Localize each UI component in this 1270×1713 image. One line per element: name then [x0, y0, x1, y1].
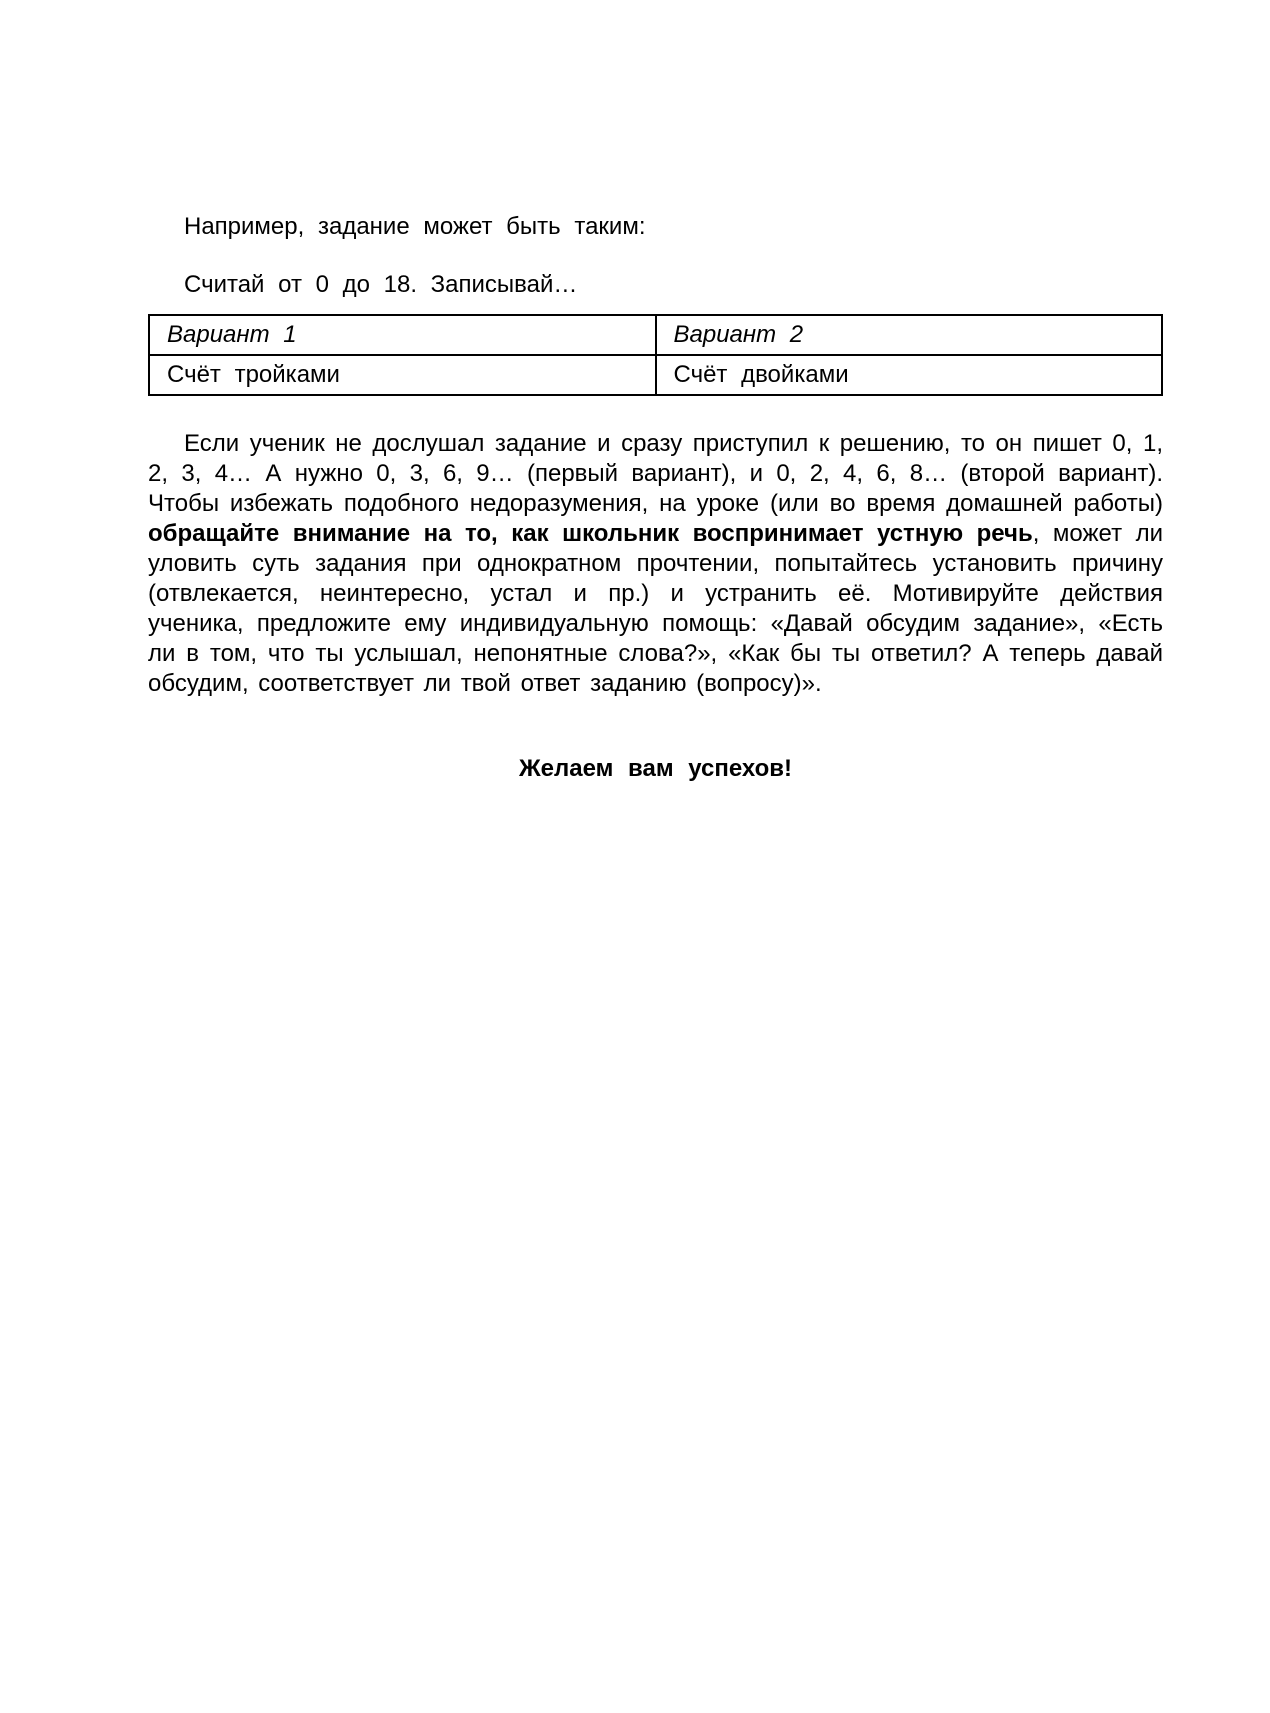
closing-wish: Желаем вам успехов!: [518, 755, 793, 782]
paragraph-text-start: Если ученик не дослушал задание и сразу приступил к решению, то он пишет 0, 1, 2, 3, 4… А нужно 0, 3, 6, 9… (первый вариант), и 0, 2, 4, 6, 8… (второй вариант). Чтобы избежать подобного недоразумения, на уроке (или во время домашней работы): [148, 430, 1163, 517]
intro-task-line: Считай от 0 до 18. Записывай…: [184, 271, 578, 298]
document-page: [148, 212, 1163, 807]
table-row: [149, 355, 1162, 395]
variant-2-cell: Счёт двойками: [656, 355, 1163, 395]
variant-2-header: Вариант 2: [656, 315, 1163, 355]
variants-table: [148, 314, 1163, 396]
table-header-row: [149, 315, 1162, 355]
paragraph-text-end: , может ли уловить суть задания при однократном прочтении, попытайтесь установить причину (отвлекается, неинтересно, устал и пр.) и устранить её. Мотивируйте действия ученика, предложите ему индивидуальную помощь: «Давай обсудим задание», «Есть ли в том, что ты услышал, непонятные слова?», «Как бы ты ответил? А теперь давай обсудим, соответствует ли твой ответ заданию (вопросу)».: [148, 520, 1163, 697]
body-paragraph: [148, 429, 1163, 699]
variant-1-cell: Счёт тройками: [149, 355, 656, 395]
intro-example-line: Например, задание может быть таким:: [184, 213, 646, 240]
variant-1-header: Вариант 1: [149, 315, 656, 355]
paragraph-bold-emphasis: обращайте внимание на то, как школьник воспринимает устную речь: [148, 520, 1033, 547]
